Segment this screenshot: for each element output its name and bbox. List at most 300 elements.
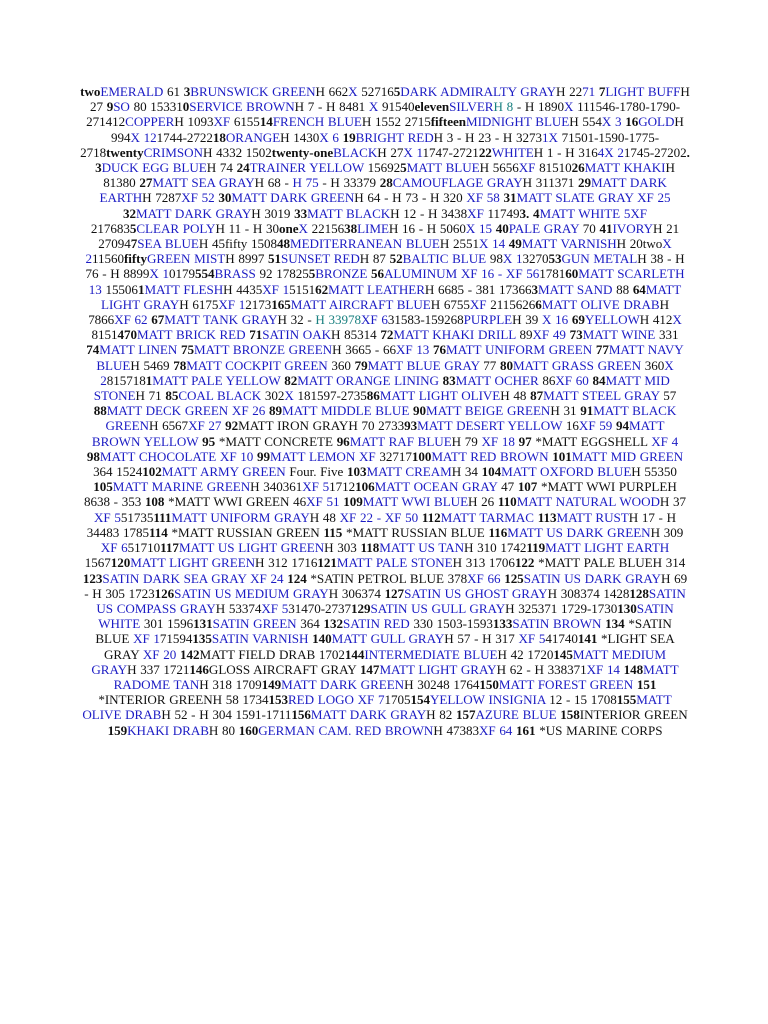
text-run: 92 17825 — [255, 266, 309, 282]
text-run: H 57 - H 317 — [444, 631, 519, 647]
color-name-text: X — [348, 84, 358, 99]
text-run: 70 — [579, 220, 600, 236]
color-name-text: MATT LEMON XF — [270, 448, 376, 464]
index-number-text: eleven — [414, 99, 450, 115]
index-number-text: 1 — [145, 372, 153, 388]
index-number-text: 147 — [359, 661, 380, 677]
text-run: 32717 — [375, 448, 412, 464]
color-name-text: XF — [469, 296, 487, 312]
color-name-text: SATIN GREEN — [212, 616, 297, 632]
color-name-text: MATT BROWN YELLOW — [91, 418, 665, 449]
index-number-text: 3 — [183, 84, 191, 99]
index-number-text: 145 — [553, 646, 573, 662]
text-run: H 310 1742 — [464, 540, 527, 556]
text-run: 15692 — [363, 160, 401, 176]
color-name-text: XF 5 — [94, 509, 121, 525]
index-number-text: 155 — [616, 692, 637, 708]
text-run: H 4435 — [223, 281, 263, 297]
color-name-text: RED LOGO XF 7 — [287, 692, 385, 708]
index-number-text: 133 — [492, 616, 513, 632]
text-run: 52716 — [357, 84, 394, 99]
color-name-text: XF 62 — [114, 312, 148, 328]
index-number-text: 48 — [277, 236, 291, 252]
text-run: 88 — [612, 281, 633, 297]
text-run: H 42 1720 — [497, 646, 554, 662]
color-name-text: CRIMSON — [143, 144, 203, 160]
color-name-text: MATT NAVY BLUE — [96, 342, 684, 373]
color-name-text: MATT DARK GREEN — [281, 676, 405, 692]
index-number-text: 157 — [455, 707, 476, 723]
color-name-text: X — [298, 220, 308, 236]
text-run: H 7 - H 8481 — [294, 99, 369, 115]
index-number-text: 130 — [617, 600, 637, 616]
index-number-text: 7 — [598, 84, 606, 99]
text-run: H 48 — [309, 509, 340, 525]
index-number-text: 38 — [344, 220, 358, 236]
text-run: H 313 1706 — [452, 555, 515, 571]
text-run: H 5469 — [130, 357, 174, 373]
text-run: 5151 — [289, 281, 316, 297]
color-name-text: MATT PALE STONE — [336, 555, 453, 571]
index-number-text: 74 — [86, 342, 100, 358]
color-name-text: MATT WINE — [582, 327, 656, 343]
color-name-text: X — [563, 99, 574, 115]
text-run: H 38 - H 76 - H 8899 — [85, 251, 685, 282]
index-number-text: 9 — [106, 99, 114, 115]
text-run: 57 — [659, 388, 677, 404]
text-run: H 11 - H 30 — [215, 220, 279, 236]
index-number-text: 30 — [214, 190, 232, 206]
color-name-text: BRONZE — [315, 266, 372, 282]
color-name-text: X 3 — [601, 114, 622, 130]
text-run: H 311371 — [522, 175, 578, 191]
index-number-text: 98 — [86, 448, 100, 464]
index-number-text: 102 — [142, 464, 162, 480]
index-number-text: 26 — [571, 160, 585, 176]
color-name-text: MATT KHAKI DRILL — [393, 327, 516, 343]
color-name-text: XF — [467, 205, 484, 221]
text-run: H 64 - H 73 - H 320 — [354, 190, 467, 206]
color-name-text: MATT KHAKI — [584, 160, 666, 176]
text-run: H 27 — [377, 144, 404, 160]
index-number-text: 3. 4 — [519, 205, 540, 221]
color-name-text: MATT LINEN — [99, 342, 181, 358]
index-number-text: 33 — [294, 205, 308, 221]
index-number-text: 93 — [404, 418, 418, 434]
text-run: *MATT RUSSIAN BLUE — [342, 524, 489, 540]
color-name-text: MATT NATURAL WOOD — [516, 494, 660, 510]
color-name-text: MATT RED BROWN — [431, 448, 553, 464]
index-number-text: 84 — [588, 372, 606, 388]
text-run: H 20two — [616, 236, 663, 252]
color-name-text: MATT FOREST GREEN — [498, 676, 637, 692]
color-name-text: YELLOW — [584, 312, 640, 328]
color-name-text: XF 66 — [467, 570, 501, 586]
text-run: H 314 — [652, 555, 686, 571]
color-name-text: LIGHT BUFF — [605, 84, 681, 99]
color-name-text: XF 64 — [478, 722, 513, 738]
index-number-text: 100 — [411, 448, 432, 464]
text-run: H 306374 — [328, 585, 385, 601]
text-run: 364 1524 — [93, 464, 143, 480]
text-run: *MATT EGGSHELL — [531, 433, 652, 449]
color-name-text: CAMOUFLAGE GRAY — [392, 175, 523, 191]
index-number-text: 89 — [265, 403, 283, 419]
index-number-text: 5 — [129, 220, 137, 236]
color-name-text: XF 52 — [181, 190, 215, 206]
color-name-text: COAL BLACK — [178, 388, 262, 404]
index-number-text: 144 — [344, 646, 365, 662]
index-number-text: 24 — [236, 160, 250, 176]
text-run: H 32 - — [277, 312, 316, 328]
color-name-text: MATT MID STONE — [93, 372, 670, 404]
color-name-text: XF 6 — [100, 540, 128, 556]
color-name-text: MATT OXFORD BLUE — [501, 464, 632, 480]
index-number-text: 5 — [308, 266, 316, 282]
text-run: 91540 — [378, 99, 415, 115]
color-name-text: MATT LEATHER — [328, 281, 425, 297]
text-run: H 45fifty 1508 — [198, 236, 278, 252]
text-run: H 8638 - 353 — [83, 479, 677, 510]
text-run: MATT FIELD DRAB 1702 — [199, 646, 345, 662]
color-name-text: MATT BLUE — [406, 160, 480, 176]
color-name-text: SATIN US MEDIUM GRAY — [174, 585, 329, 601]
text-run: H 7287 — [142, 190, 182, 206]
index-number-text: two — [80, 84, 101, 99]
color-name-text: XF 1 — [218, 296, 246, 312]
index-number-text: 129 — [351, 600, 371, 616]
color-name-text: XF 4 — [651, 433, 679, 449]
color-name-text: MATT SAND — [537, 281, 613, 297]
text-run: *INTERIOR GREEN — [98, 692, 213, 708]
index-number-text: twenty — [106, 144, 144, 160]
color-name-text: SATIN US GHOST GRAY — [404, 585, 548, 601]
text-run: 22156 — [307, 220, 345, 236]
color-name-text: X 2 — [85, 236, 672, 267]
text-run: 111546-1780-1790-271412 — [86, 99, 681, 130]
index-number-text: 62 — [315, 281, 329, 297]
color-name-text: MATT LIGHT EARTH — [545, 540, 670, 556]
text-run: H 71 — [135, 388, 166, 404]
index-number-text: 95 — [202, 433, 216, 449]
text-run: H 337 1721 — [127, 661, 190, 677]
index-number-text: 135 — [192, 631, 212, 647]
color-name-text: XF 18 — [481, 433, 515, 449]
text-run: H 3665 - 66 — [332, 342, 396, 358]
color-name-text: MATT LIGHT GREEN — [130, 555, 256, 571]
color-name-text: MATT MEDIUM GRAY — [91, 646, 667, 677]
color-name-text: SATIN RED — [343, 616, 410, 632]
text-run: 1781 — [539, 266, 566, 282]
text-run: 12 - 15 1708 — [545, 692, 617, 708]
color-name-text: MATT RAF BLUE — [349, 433, 452, 449]
index-number-text: 140 — [312, 631, 332, 647]
index-number-text: 5 — [400, 160, 407, 176]
text-run: H 55350 — [631, 464, 677, 480]
index-number-text: 113 — [537, 509, 557, 525]
index-number-text: 0 — [182, 99, 190, 115]
color-name-text: GOLD — [638, 114, 675, 130]
text-run: *SATIN BLUE — [95, 616, 672, 647]
color-name-text: MATT OCEAN GRAY — [374, 479, 498, 495]
index-number-text: 114 — [148, 524, 168, 540]
index-number-text: 123 — [82, 570, 103, 586]
color-name-text: MATT DARK EARTH — [99, 175, 667, 206]
color-name-text: PALE GRAY — [508, 220, 580, 236]
index-number-text: 29 — [577, 175, 591, 191]
text-run: 41740 — [545, 631, 578, 647]
index-number-text: 32 — [123, 205, 136, 221]
color-name-text: XF 60 — [555, 372, 589, 388]
color-name-text: SATIN US DARK GRAY — [523, 570, 661, 586]
index-number-text: 88 — [93, 403, 107, 419]
text-run: H 27 — [89, 84, 690, 115]
color-name-text: AZURE BLUE — [475, 707, 561, 723]
color-name-text: GUN METAL — [561, 251, 638, 267]
index-number-text: 16 — [621, 114, 639, 130]
color-name-text: DARK ADMIRALTY GRAY — [400, 84, 557, 99]
color-name-text: PURPLE — [463, 312, 513, 328]
text-run: H 3 - H 23 - H 3273 — [433, 129, 542, 145]
text-run: 360 — [640, 357, 665, 373]
text-run: 1747-2721 — [422, 144, 479, 160]
index-number-text: 82 — [284, 372, 298, 388]
color-name-text: MATT DECK GREEN XF 26 — [106, 403, 266, 419]
text-run: 61 — [163, 84, 184, 99]
index-number-text: 3 — [531, 281, 538, 297]
color-name-text: 71 — [582, 84, 599, 99]
color-name-text: XF 51 — [306, 494, 340, 510]
color-name-text: X — [672, 312, 682, 328]
text-run: - H 33379 — [318, 175, 380, 191]
index-number-text: 108 — [144, 494, 165, 510]
color-name-text: SATIN OAK — [262, 327, 332, 343]
text-run: H 312 1716 — [255, 555, 318, 571]
color-name-text: CLEAR POLY — [136, 220, 216, 236]
color-name-text: EMERALD — [100, 84, 164, 99]
color-name-text: XF — [213, 114, 231, 130]
index-number-text: 161 — [512, 722, 536, 738]
index-number-text: 91 — [580, 403, 594, 419]
color-name-text: MATT SLATE GRAY XF 25 — [516, 190, 671, 206]
text-run: H 30248 1764 — [404, 676, 480, 692]
color-name-text: GREEN MIST — [147, 251, 226, 267]
index-number-text: 122 — [514, 555, 535, 571]
color-name-text: X — [284, 388, 294, 404]
index-number-text: 119 — [526, 540, 546, 556]
index-number-text: 151 — [636, 676, 657, 692]
index-number-text: 19 — [338, 129, 356, 145]
index-number-text: fifty — [123, 251, 147, 267]
index-number-text: 6 — [535, 296, 542, 312]
text-run: H 47383 — [433, 722, 479, 738]
color-name-text: X 1 — [502, 251, 523, 267]
text-run: H 52 - H 304 1591-1711 — [161, 707, 292, 723]
index-number-text: 71 — [249, 327, 263, 343]
index-number-text: 56 — [371, 266, 385, 282]
color-name-text: XF 5 — [518, 631, 546, 647]
index-number-text: 87 — [530, 388, 544, 404]
text-run: H 412 — [639, 312, 673, 328]
color-name-text: XF 59 — [578, 418, 613, 434]
index-number-text: 120 — [110, 555, 131, 571]
index-number-text: 165 — [271, 296, 291, 312]
color-name-text: MATT UNIFORM GRAY — [171, 509, 310, 525]
text-run: H 17 - H 34483 1785 — [86, 509, 676, 540]
index-number-text: 4 — [208, 266, 215, 282]
text-run: H 1430 — [280, 129, 320, 145]
text-run: 31470-2737 — [288, 600, 352, 616]
text-run: 1745-27202 — [623, 144, 687, 160]
color-name-text: MEDITERRANEAN BLUE — [290, 236, 440, 252]
color-name-text: SATIN US COMPASS GRAY — [96, 585, 686, 616]
text-run: H 4332 1502 — [202, 144, 272, 160]
index-number-text: 94 — [612, 418, 629, 434]
color-name-text: X — [368, 99, 379, 115]
color-name-text: XF 6 — [361, 312, 388, 328]
text-run: *MATT PALE BLUE — [534, 555, 653, 571]
color-name-text: SATIN BROWN — [512, 616, 606, 632]
index-number-text: 127 — [384, 585, 405, 601]
color-name-text: MATT LIGHT GRAY — [101, 281, 682, 312]
index-number-text: 126 — [154, 585, 175, 601]
text-run: H 6755 — [430, 296, 470, 312]
color-name-text: MATT AIRCRAFT BLUE — [290, 296, 431, 312]
index-number-text: 77 — [595, 342, 609, 358]
index-number-text: 72 — [380, 327, 394, 343]
color-name-text: MATT BEIGE GREEN — [426, 403, 551, 419]
text-run: 2115626 — [486, 296, 536, 312]
index-number-text: 64 — [632, 281, 646, 297]
color-name-text: 1X — [542, 129, 558, 145]
text-run: H 303 — [324, 540, 361, 556]
index-number-text: twenty-one — [271, 144, 334, 160]
color-name-text: MATT BLACK GREEN — [105, 403, 677, 434]
text-run: H 6567 — [148, 418, 189, 434]
index-number-text: 142 — [176, 646, 200, 662]
index-number-text: 153 — [268, 692, 288, 708]
color-name-text: MATT BRONZE GREEN — [193, 342, 333, 358]
color-name-text: KHAKI DRAB — [127, 722, 209, 738]
color-name-text: BRIGHT RED — [355, 129, 434, 145]
text-run: 360 — [327, 357, 355, 373]
color-name-text: MATT RADOME TAN — [113, 661, 679, 692]
text-run: H 21 27094 — [98, 220, 680, 252]
text-run: H 31 — [550, 403, 581, 419]
text-run: 1712 — [329, 479, 356, 495]
text-run: H 3019 — [251, 205, 295, 221]
text-run: H 22 — [556, 84, 583, 99]
index-number-text: 60 — [565, 266, 579, 282]
text-run: H 58 1734 — [212, 692, 269, 708]
color-name-text: MATT WWI BLUE — [362, 494, 469, 510]
index-number-text: 51 — [268, 251, 282, 267]
text-run: 98 — [486, 251, 503, 267]
reference-code-text: H 8 — [493, 99, 514, 115]
text-run: 1705 — [384, 692, 411, 708]
color-name-text: MATT PALE YELLOW — [152, 372, 285, 388]
color-name-text: SUNSET RED — [281, 251, 360, 267]
text-run: H 325371 1729-1730 — [505, 600, 618, 616]
index-number-text: 111 — [153, 509, 172, 525]
color-name-text: BLACK — [333, 144, 378, 160]
color-name-text: MATT SCARLET — [578, 266, 676, 282]
index-number-text: 149 — [261, 676, 282, 692]
text-run: H 80 — [208, 722, 239, 738]
color-name-text: MATT US LIGHT GREEN — [178, 540, 325, 556]
color-name-text: MATT DARK GRAY — [136, 205, 252, 221]
color-name-text: MATT DESERT YELLOW — [417, 418, 563, 434]
index-number-text: 148 — [619, 661, 644, 677]
color-name-text: YELLOW INSIGNIA — [430, 692, 546, 708]
text-run: 77 — [479, 357, 500, 373]
text-run: 0179 — [169, 266, 196, 282]
color-name-text: X 6 — [319, 129, 339, 145]
text-run: 81510 — [535, 160, 572, 176]
color-name-text: INTERMEDIATE BLUE — [364, 646, 498, 662]
text-run: 1567 — [84, 555, 111, 571]
text-run: MATT IRON GRAY — [238, 418, 349, 434]
index-number-text: 92 — [221, 418, 239, 434]
text-run: 217683 — [90, 220, 130, 236]
index-number-text: 160 — [238, 722, 259, 738]
index-number-text: 49 — [505, 236, 522, 252]
text-run: H 1093 — [174, 114, 214, 130]
color-name-text: SO — [113, 99, 130, 115]
index-number-text: 116 — [488, 524, 508, 540]
color-name-text: MATT CREAM — [366, 464, 452, 480]
text-run: H 16 - H 5060 — [388, 220, 466, 236]
color-name-text: MATT BLUE GRAY — [367, 357, 480, 373]
color-name-text: MATT MID GREEN — [571, 448, 684, 464]
text-run: 378 — [443, 570, 468, 586]
color-name-text: MATT DARK GREEN — [231, 190, 355, 206]
index-number-text: 154 — [410, 692, 430, 708]
text-run: 331 — [655, 327, 679, 343]
index-number-text: 5 — [393, 84, 401, 99]
color-name-text: XF 1 — [262, 281, 290, 297]
color-name-text: MATT OCHER — [455, 372, 539, 388]
text-run: 47 — [497, 479, 518, 495]
index-number-text: 159 — [107, 722, 128, 738]
color-name-text: X 1 — [149, 266, 170, 282]
color-name-text: MATT GRASS GREEN — [512, 357, 641, 373]
index-number-text: 121 — [317, 555, 337, 571]
text-run: H 53374 — [215, 600, 262, 616]
color-name-text: MATT RUST — [556, 509, 629, 525]
color-name-text: XF 49 — [532, 327, 566, 343]
index-number-text: 22 — [478, 144, 492, 160]
text-run: H 39 — [512, 312, 542, 328]
color-name-text: XF 22 - XF 50 — [339, 509, 419, 525]
color-name-text: MATT GULL GRAY — [331, 631, 445, 647]
text-run: H 6685 - 381 17366 — [424, 281, 532, 297]
text-run: 8151 — [91, 327, 118, 343]
reference-code-text: H 33978 — [315, 312, 362, 328]
index-number-text: 85 — [165, 388, 179, 404]
color-name-text: MATT LIGHT GRAY — [379, 661, 497, 677]
index-number-text: 125 — [500, 570, 524, 586]
index-number-text: 80 — [499, 357, 513, 373]
color-name-text: XF 27 — [188, 418, 222, 434]
text-run: *SATIN PETROL BLUE — [306, 570, 444, 586]
text-run: 364 — [296, 616, 324, 632]
text-run: 3270 — [522, 251, 549, 267]
color-name-text: SATIN US GULL GRAY — [370, 600, 506, 616]
index-number-text: 14 — [259, 114, 273, 130]
text-run: H 82 — [426, 707, 456, 723]
text-run: 86 — [538, 372, 556, 388]
